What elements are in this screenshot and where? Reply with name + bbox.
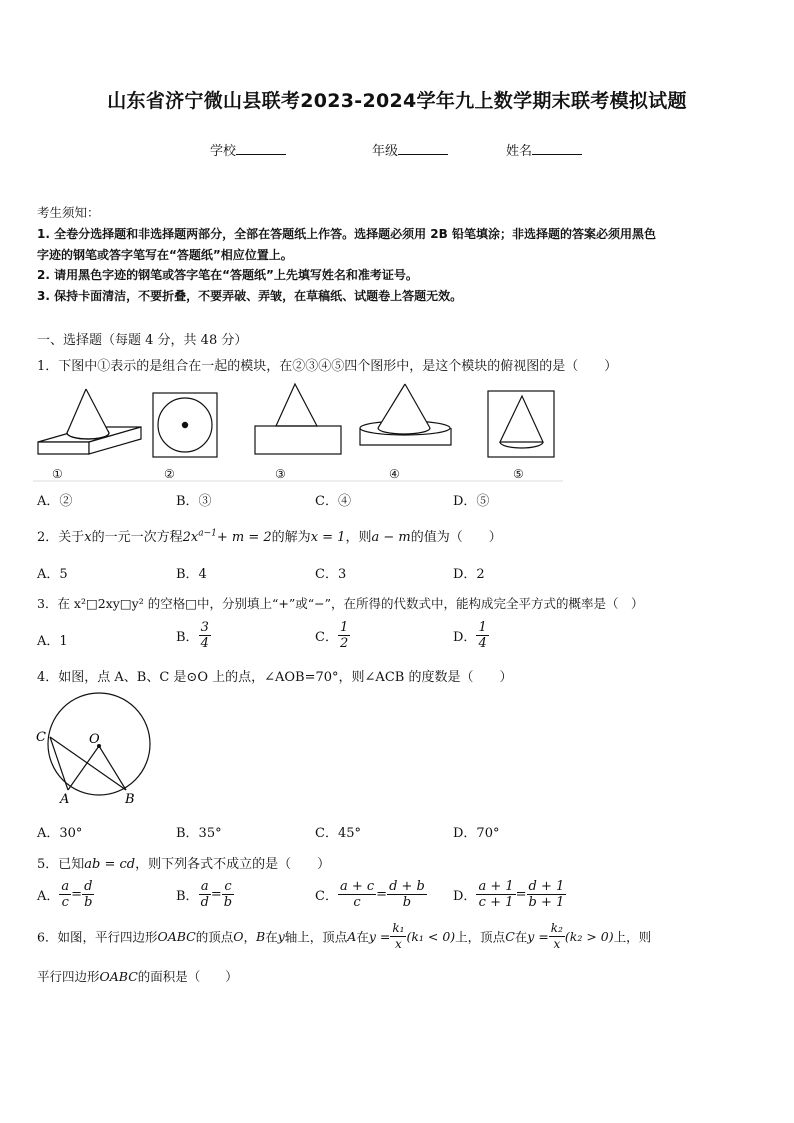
q4-option-b[interactable]: B．35° <box>176 826 222 841</box>
label-a: A <box>60 792 70 807</box>
figure-3-front-view <box>255 384 341 454</box>
label-c: C <box>36 730 46 745</box>
figure-1-module <box>38 389 141 454</box>
school-label: 学校 <box>210 144 237 159</box>
label-b: B <box>125 792 135 807</box>
q5-option-a[interactable]: A． $\frac{a}{c}$ = $\frac{d}{b}$ <box>37 879 93 910</box>
question-4-circle-figure <box>30 690 160 810</box>
q2-option-c[interactable]: C．3 <box>315 567 347 582</box>
q4-option-d[interactable]: D．70° <box>453 826 500 841</box>
name-label: 姓名 <box>506 144 533 159</box>
segment-cb <box>50 737 126 790</box>
notice-item-3: 3. 保持卡面清洁，不要折叠，不要弄破、弄皱，在草稿纸、试题卷上答题无效。 <box>37 289 463 303</box>
q1-option-c[interactable]: C．④ <box>315 494 351 509</box>
figure-label-2: ② <box>164 467 175 481</box>
page-title: 山东省济宁微山县联考2023-2024学年九上数学期末联考模拟试题 <box>107 90 687 112</box>
question-6-text-line-1: 6．如图，平行四边形OABC的顶点O，B在y轴上，顶点A在y = $\frac{\text{k₁}}{x}$ (k₁ < 0)上，顶点C在y = $\frac{\text{k₂}}{x}$ (k₂ > 0)上，则 <box>37 921 652 951</box>
q4-option-c[interactable]: C．45° <box>315 826 361 841</box>
q3-option-a[interactable]: A．1 <box>37 634 68 649</box>
q3-option-b[interactable]: B． $\frac{3}{4}$ <box>176 620 209 651</box>
section-heading: 一、选择题（每题 4 分，共 48 分） <box>37 333 248 348</box>
q4-option-a[interactable]: A．30° <box>37 826 83 841</box>
notice-heading: 考生须知： <box>37 205 100 220</box>
q3-option-c[interactable]: C． $\frac{1}{2}$ <box>315 620 349 651</box>
figure-label-3: ③ <box>275 467 286 481</box>
figure-5-cone-in-square <box>488 391 554 457</box>
figure-2-top-view <box>153 393 217 457</box>
q2-option-a[interactable]: A．5 <box>37 567 68 582</box>
notice-item-1-line-2: 字迹的钢笔或答字笔写在“答题纸”相应位置上。 <box>37 248 293 262</box>
question-5-text: 5．已知ab = cd，则下列各式不成立的是（ ） <box>37 857 331 872</box>
q3-option-d[interactable]: D． $\frac{1}{4}$ <box>453 620 487 651</box>
question-1-text: 1．下图中①表示的是组合在一起的模块，在②③④⑤四个图形中，是这个模块的俯视图的是（ ） <box>37 359 618 374</box>
q1-option-b[interactable]: B．③ <box>176 494 212 509</box>
name-field[interactable] <box>506 140 582 159</box>
figure-label-1: ① <box>52 467 63 481</box>
notice-item-2: 2. 请用黑色字迹的钢笔或答字笔在“答题纸”上先填写姓名和准考证号。 <box>37 268 418 282</box>
question-3-text: 3．在 x²□2xy□y² 的空格□中，分别填上“+”或“−”，在所得的代数式中，能构成完全平方式的概率是（ ） <box>37 596 644 611</box>
grade-label: 年级 <box>372 144 399 159</box>
q1-option-a[interactable]: A．② <box>37 494 73 509</box>
q2-option-b[interactable]: B．4 <box>176 567 207 582</box>
q5-option-d[interactable]: D． $\frac{a + 1}{c + 1}$ = $\frac{d + 1}{b + 1}$ <box>453 879 565 910</box>
q5-option-c[interactable]: C． $\frac{a + c}{c}$ = $\frac{d + b}{b}$ <box>315 879 425 910</box>
question-1-figures <box>33 380 563 484</box>
question-4-text: 4．如图，点 A、B、C 是⊙O 上的点，∠AOB=70°，则∠ACB 的度数是（ ） <box>37 670 513 685</box>
q5-option-b[interactable]: B． $\frac{a}{d}$ = $\frac{c}{b}$ <box>176 879 233 910</box>
school-field[interactable] <box>210 140 286 159</box>
q1-option-d[interactable]: D．⑤ <box>453 494 490 509</box>
notice-item-1-line-1: 1. 全卷分选择题和非选择题两部分，全部在答题纸上作答。选择题必须用 2B 铅笔填涂；非选择题的答案必须用黑色 <box>37 227 656 241</box>
grade-field[interactable] <box>372 140 448 159</box>
question-6-text-line-2: 平行四边形OABC的面积是（ ） <box>37 969 238 984</box>
figure-label-5: ⑤ <box>513 467 524 481</box>
segment-ob <box>99 746 126 790</box>
figure-4-cone-block <box>360 384 451 445</box>
question-2-text: 2．关于x的一元一次方程$2x^{a-1}+ m = 2$的解为x = 1，则a − m的值为（ ） <box>37 528 502 545</box>
q2-option-d[interactable]: D．2 <box>453 567 485 582</box>
label-o: O <box>89 732 100 747</box>
figure-label-4: ④ <box>389 467 400 481</box>
segment-ca <box>50 737 68 790</box>
